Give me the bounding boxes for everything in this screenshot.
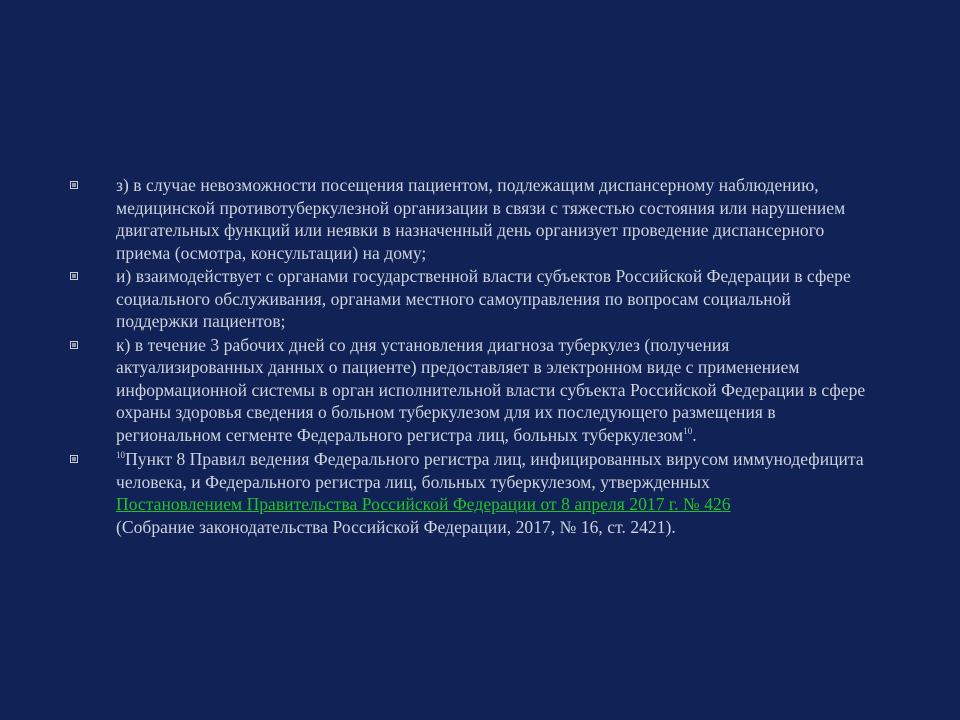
list-item-footnote — [70, 448, 870, 538]
list-item-body: к) в течение 3 рабочих дней со дня установления диагноза туберкулез (получения актуализированных данных о пациенте) предоставляет в электронном виде с применением информационной системы в орган исполнительной власти субъекта Российской Федерации в сфере охраны здоровья сведения о больном туберкулезом для их последующего размещения в региональном сегменте Федерального регистра лиц, больных туберкулезом — [116, 334, 866, 445]
footnote-citation: (Собрание законодательства Российской Федерации, 2017, № 16, ст. 2421). — [116, 516, 676, 537]
square-bullet-icon — [70, 334, 116, 349]
footnote-marker: 10 — [683, 425, 693, 436]
list-item-trailing: . — [692, 424, 697, 445]
list-item-text: з) в случае невозможности посещения пациентом, подлежащим диспансерному наблюдению, медицинской противотуберкулезной организации в связи с тяжестью состояния или нарушением двигательных функций или неявки в назначенный день организует проведение диспансерного приема (осмотра, консультации) на дому; — [116, 175, 846, 263]
footnote-body: Пункт 8 Правил ведения Федерального регистра лиц, инфицированных вирусом иммунодефицита человека, и Федерального регистра лиц, больных туберкулезом, утвержденных — [116, 449, 864, 492]
square-bullet-icon — [70, 174, 116, 189]
list-item-text: и) взаимодействует с органами государственной власти субъектов Российской Федерации в сфере социального обслуживания, органами местного самоуправления по вопросам социальной поддержки пациентов; — [116, 266, 851, 331]
square-bullet-icon — [70, 265, 116, 280]
list-item — [70, 174, 870, 264]
list-item — [70, 334, 870, 447]
regulation-link[interactable]: Постановлением Правительства Российской Федерации от 8 апреля 2017 г. № 426 — [116, 494, 731, 514]
footnote-marker: 10 — [116, 450, 126, 461]
list-item-text — [116, 334, 870, 447]
list-item — [70, 265, 870, 333]
footnote-text — [116, 448, 870, 538]
bullet-list — [70, 174, 870, 538]
square-bullet-icon — [70, 448, 116, 463]
